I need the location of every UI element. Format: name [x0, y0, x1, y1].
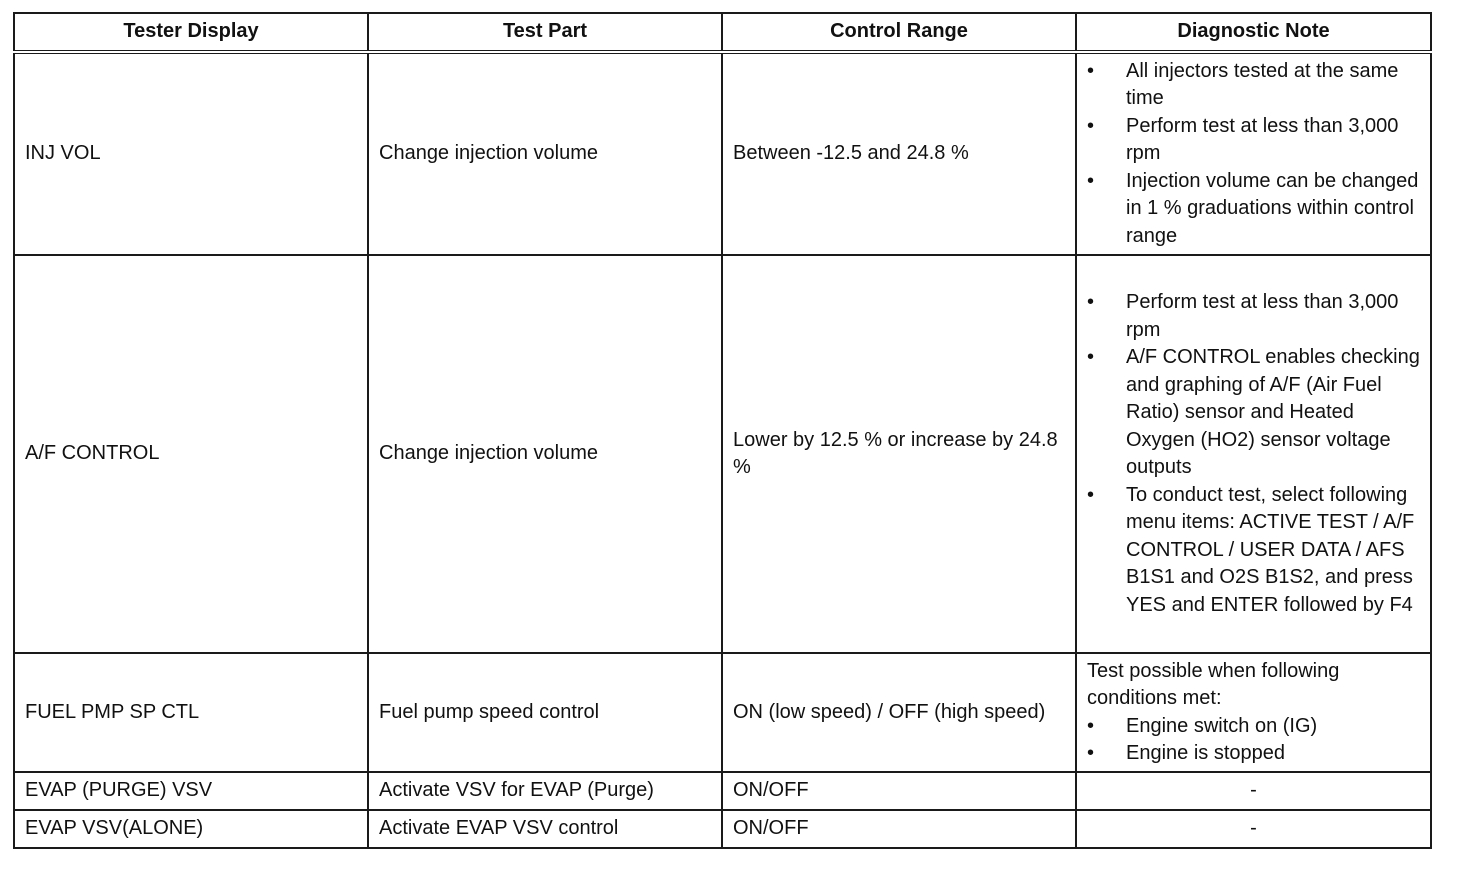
bullet-icon: • [1087, 483, 1095, 506]
bullet-icon: • [1087, 346, 1095, 368]
tester-display-cell: EVAP (PURGE) VSV [14, 772, 368, 810]
bullet-icon: • [1087, 59, 1095, 82]
note-item [1087, 113, 1420, 168]
note-item [1087, 289, 1420, 344]
test-part-cell: Activate EVAP VSV control [368, 810, 722, 848]
bullet-icon: • [1087, 714, 1095, 737]
table-row [14, 52, 1431, 255]
note-intro-text: Test possible when following conditions met: [1087, 659, 1340, 709]
bullet-icon: • [1087, 291, 1095, 313]
control-range-cell: Lower by 12.5 % or increase by 24.8 % [722, 255, 1076, 653]
note-item [1087, 344, 1420, 482]
table-row [14, 772, 1431, 810]
table-row [14, 810, 1431, 848]
note-item [1087, 740, 1420, 768]
test-part-cell: Change injection volume [368, 52, 722, 255]
control-range-cell: Between -12.5 and 24.8 % [722, 52, 1076, 255]
note-text: Injection volume can be changed in 1 % graduations within control range [1126, 169, 1419, 247]
table-row [14, 255, 1431, 653]
test-part-cell: Change injection volume [368, 255, 722, 653]
note-text: All injectors tested at the same time [1126, 59, 1399, 110]
diagnostic-note-cell [1076, 653, 1431, 772]
bullet-icon: • [1087, 169, 1095, 192]
note-list [1087, 289, 1420, 619]
diagnostic-note-cell: - [1076, 810, 1431, 848]
tester-display-cell: INJ VOL [14, 52, 368, 255]
note-text: Perform test at less than 3,000 rpm [1126, 291, 1399, 341]
header-diagnostic-note: Diagnostic Note [1076, 13, 1431, 52]
tester-display-cell: A/F CONTROL [14, 255, 368, 653]
note-text: A/F CONTROL enables checking and graphing of A/F (Air Fuel Ratio) sensor and Heated Oxygen (HO2) sensor voltage outputs [1126, 346, 1420, 478]
header-tester-display: Tester Display [14, 13, 368, 52]
diagnostic-note-cell [1076, 52, 1431, 255]
tester-display-cell: FUEL PMP SP CTL [14, 653, 368, 772]
note-item [1087, 58, 1420, 113]
table-row [14, 653, 1431, 772]
table-header-row [14, 13, 1431, 52]
test-part-cell: Activate VSV for EVAP (Purge) [368, 772, 722, 810]
note-item [1087, 168, 1420, 251]
bullet-icon: • [1087, 114, 1095, 137]
tester-display-cell: EVAP VSV(ALONE) [14, 810, 368, 848]
control-range-cell: ON/OFF [722, 772, 1076, 810]
control-range-cell: ON (low speed) / OFF (high speed) [722, 653, 1076, 772]
header-test-part: Test Part [368, 13, 722, 52]
control-range-cell: ON/OFF [722, 810, 1076, 848]
note-text: To conduct test, select following menu items: ACTIVE TEST / A/F CONTROL / USER DATA / AFS B1S1 and O2S B1S2, and press YES and ENTER followed by F4 [1126, 483, 1415, 616]
diagnostic-note-cell [1076, 255, 1431, 653]
note-item [1087, 713, 1420, 741]
bullet-icon: • [1087, 742, 1095, 764]
note-list [1087, 713, 1420, 768]
header-control-range: Control Range [722, 13, 1076, 52]
note-text: Perform test at less than 3,000 rpm [1126, 114, 1399, 165]
diagnostic-note-cell: - [1076, 772, 1431, 810]
test-part-cell: Fuel pump speed control [368, 653, 722, 772]
active-test-table-container [13, 12, 1430, 849]
note-text: Engine switch on (IG) [1126, 714, 1318, 737]
active-test-table [13, 12, 1432, 849]
note-text: Engine is stopped [1126, 742, 1286, 764]
note-item [1087, 482, 1420, 620]
note-list [1087, 58, 1420, 251]
